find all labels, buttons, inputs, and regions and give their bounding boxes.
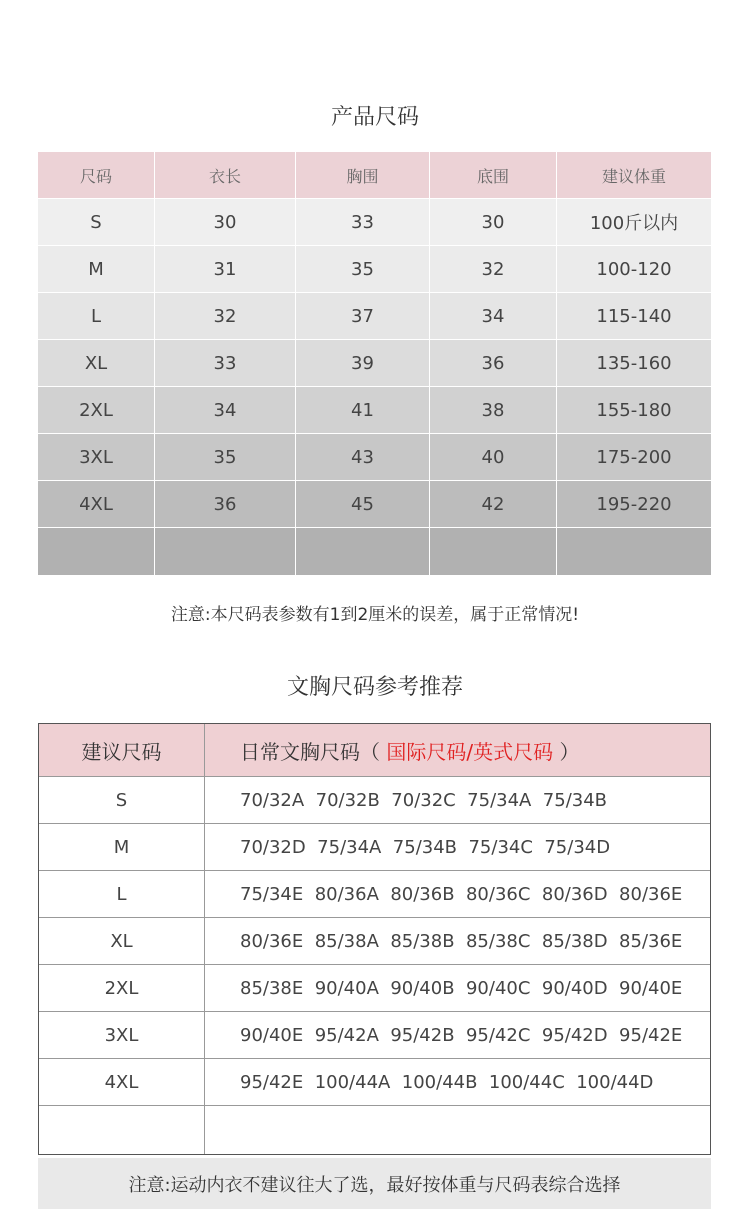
table-row <box>39 777 710 824</box>
size-error-note: 注意:本尺码表参数有1到2厘米的误差，属于正常情况! <box>170 605 580 625</box>
table-cell: 43 <box>296 434 430 480</box>
table-row <box>39 1059 710 1106</box>
table-cell: 30 <box>155 199 296 245</box>
table-cell: 35 <box>296 246 430 292</box>
table-cell: 32 <box>430 246 557 292</box>
header-cell: 建议体重 <box>601 166 666 186</box>
header-cell: 胸围 <box>296 152 430 198</box>
empty-cell <box>296 528 430 575</box>
header-cell: 底围 <box>430 152 557 198</box>
table-cell: 2XL <box>38 387 155 433</box>
table-cell: 100-120 <box>596 258 672 280</box>
table-cell: 135-160 <box>596 352 672 374</box>
bra-table-body <box>39 777 710 1154</box>
table-cell: 30 <box>430 199 557 245</box>
table-cell: 38 <box>430 387 557 433</box>
header-intl-size: 国际尺码/英式尺码 <box>386 739 554 764</box>
table-cell: 32 <box>155 293 296 339</box>
table-row <box>38 481 711 528</box>
header-suffix: ） <box>553 739 580 764</box>
table-row <box>38 199 711 246</box>
table-row <box>39 965 710 1012</box>
table-row <box>38 340 711 387</box>
table-cell: 31 <box>155 246 296 292</box>
product-size-title: 产品尺码 <box>330 105 419 130</box>
table-cell: 34 <box>430 293 557 339</box>
size-cell: 4XL <box>39 1059 205 1105</box>
table-cell: 3XL <box>38 434 155 480</box>
table-row <box>39 871 710 918</box>
table-row <box>38 434 711 481</box>
empty-cell <box>430 528 557 575</box>
bra-sizes-cell: 70/32D 75/34A 75/34B 75/34C 75/34D <box>240 836 611 858</box>
empty-cell <box>557 528 711 575</box>
table-cell: 100斤以内 <box>589 213 679 234</box>
empty-row <box>38 528 711 575</box>
table-row <box>38 246 711 293</box>
table-cell: 34 <box>155 387 296 433</box>
table-row <box>38 293 711 340</box>
table-cell: 45 <box>296 481 430 527</box>
empty-cell <box>39 1106 205 1154</box>
table-cell: 41 <box>296 387 430 433</box>
table-row <box>38 387 711 434</box>
empty-cell <box>205 1106 710 1154</box>
table-cell: XL <box>38 340 155 386</box>
header-daily-bra-size <box>205 724 710 776</box>
size-cell: L <box>39 871 205 917</box>
bra-sizes-cell: 85/38E 90/40A 90/40B 90/40C 90/40D 90/40E <box>240 977 683 999</box>
bra-table-header <box>39 724 710 777</box>
table-cell: 175-200 <box>596 446 672 468</box>
size-cell: 3XL <box>39 1012 205 1058</box>
table-row <box>39 824 710 871</box>
table-cell: 36 <box>430 340 557 386</box>
empty-cell <box>155 528 296 575</box>
table-cell: 4XL <box>38 481 155 527</box>
size-cell: S <box>39 777 205 823</box>
table-cell: M <box>38 246 155 292</box>
table-cell: 195-220 <box>596 493 672 515</box>
empty-row <box>39 1106 710 1154</box>
bra-size-table <box>38 723 711 1155</box>
bra-sizes-cell: 70/32A 70/32B 70/32C 75/34A 75/34B <box>240 789 608 811</box>
header-suggested-size: 建议尺码 <box>39 724 205 776</box>
header-cell: 衣长 <box>155 152 296 198</box>
size-cell: 2XL <box>39 965 205 1011</box>
table-cell: S <box>38 199 155 245</box>
table-cell: 35 <box>155 434 296 480</box>
table-cell: 33 <box>296 199 430 245</box>
table-cell: 40 <box>430 434 557 480</box>
table-cell: 39 <box>296 340 430 386</box>
bra-size-title: 文胸尺码参考推荐 <box>286 675 463 700</box>
table-cell: 155-180 <box>596 399 672 421</box>
table-row <box>39 918 710 965</box>
size-cell: M <box>39 824 205 870</box>
header-prefix: 日常文胸尺码（ <box>240 739 387 764</box>
bra-sizes-cell: 75/34E 80/36A 80/36B 80/36C 80/36D 80/36E <box>240 883 683 905</box>
product-table-header <box>38 152 711 199</box>
product-size-table <box>38 152 711 575</box>
table-cell: 115-140 <box>596 305 672 327</box>
table-cell: L <box>38 293 155 339</box>
bra-sizes-cell: 95/42E 100/44A 100/44B 100/44C 100/44D <box>240 1071 654 1093</box>
table-cell: 42 <box>430 481 557 527</box>
size-cell: XL <box>39 918 205 964</box>
table-cell: 37 <box>296 293 430 339</box>
empty-cell <box>38 528 155 575</box>
header-cell: 尺码 <box>38 152 155 198</box>
bra-sizes-cell: 80/36E 85/38A 85/38B 85/38C 85/38D 85/36E <box>240 930 683 952</box>
table-cell: 36 <box>155 481 296 527</box>
table-row <box>39 1012 710 1059</box>
bra-sizes-cell: 90/40E 95/42A 95/42B 95/42C 95/42D 95/42E <box>240 1024 683 1046</box>
table-cell: 33 <box>155 340 296 386</box>
sports-bra-note: 注意:运动内衣不建议往大了选，最好按体重与尺码表综合选择 <box>38 1158 711 1209</box>
